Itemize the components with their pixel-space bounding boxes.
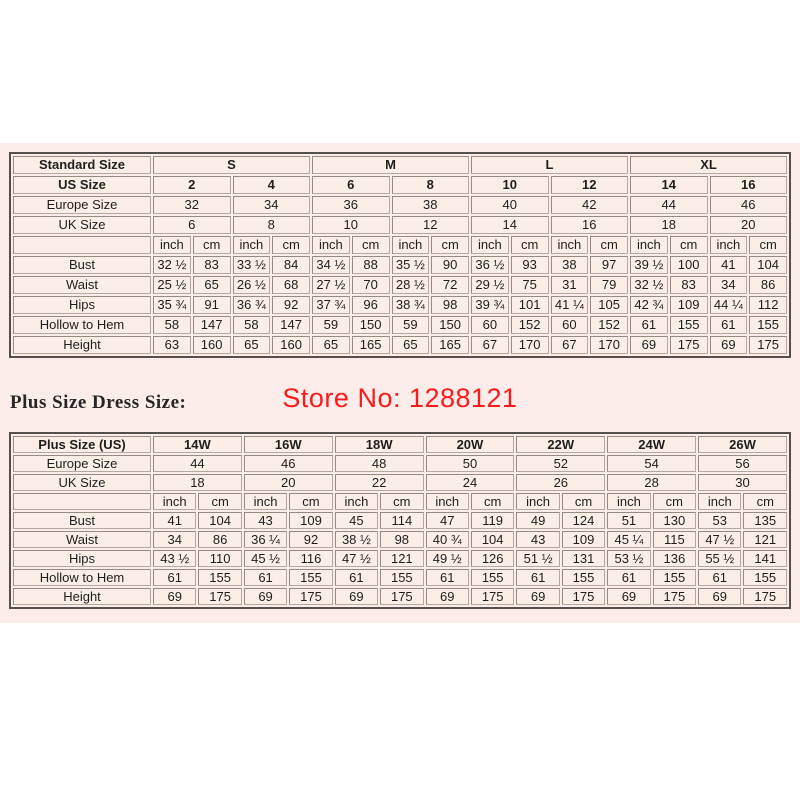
- row-label: UK Size: [13, 474, 151, 491]
- cell: 160: [193, 336, 231, 354]
- cell: 35 ½: [392, 256, 430, 274]
- row-label: Europe Size: [13, 455, 151, 472]
- row-label: Hips: [13, 550, 151, 567]
- cell: 68: [272, 276, 310, 294]
- cell: 98: [431, 296, 469, 314]
- cell: cm: [590, 236, 628, 254]
- cell: 44: [630, 196, 708, 214]
- table-row: [13, 569, 787, 586]
- cell: 22: [335, 474, 424, 491]
- cell: 18: [630, 216, 708, 234]
- cell: 104: [749, 256, 787, 274]
- cell: 46: [244, 455, 333, 472]
- cell: 20: [244, 474, 333, 491]
- plus-size-section-title: Plus Size Dress Size:: [10, 392, 187, 413]
- cell: 101: [511, 296, 549, 314]
- cell: 109: [289, 512, 332, 529]
- cell: 67: [471, 336, 509, 354]
- cell: 135: [743, 512, 787, 529]
- cell: cm: [749, 236, 787, 254]
- table-row: [13, 276, 787, 294]
- cell: inch: [312, 236, 350, 254]
- cell: 63: [153, 336, 191, 354]
- cell: 90: [431, 256, 469, 274]
- cell: 155: [289, 569, 332, 586]
- cell: 92: [289, 531, 332, 548]
- cell: 51 ½: [516, 550, 559, 567]
- cell: cm: [272, 236, 310, 254]
- row-label: Hollow to Hem: [13, 316, 151, 334]
- cell: 45 ½: [244, 550, 287, 567]
- cell: cm: [562, 493, 605, 510]
- cell: 65: [392, 336, 430, 354]
- cell: 155: [670, 316, 708, 334]
- cell: 54: [607, 455, 696, 472]
- cell: 69: [335, 588, 378, 605]
- cell: 14: [630, 176, 708, 194]
- cell: 38 ¾: [392, 296, 430, 314]
- cell: 41 ¼: [551, 296, 589, 314]
- cell: 98: [380, 531, 423, 548]
- cell: 36 ¼: [244, 531, 287, 548]
- cell: 32 ½: [153, 256, 191, 274]
- cell: 18W: [335, 436, 424, 453]
- cell: 36: [312, 196, 390, 214]
- cell: 14W: [153, 436, 242, 453]
- cell: cm: [471, 493, 514, 510]
- cell: cm: [380, 493, 423, 510]
- cell: 69: [244, 588, 287, 605]
- cell: 25 ½: [153, 276, 191, 294]
- row-label: Standard Size: [13, 156, 151, 174]
- cell: L: [471, 156, 628, 174]
- cell: 47: [426, 512, 469, 529]
- cell: 4: [233, 176, 311, 194]
- cell: 84: [272, 256, 310, 274]
- cell: 41: [153, 512, 196, 529]
- cell: 58: [233, 316, 271, 334]
- row-label: Height: [13, 588, 151, 605]
- cell: 69: [153, 588, 196, 605]
- cell: 124: [562, 512, 605, 529]
- cell: 49: [516, 512, 559, 529]
- cell: 109: [562, 531, 605, 548]
- cell: cm: [431, 236, 469, 254]
- cell: 61: [426, 569, 469, 586]
- row-label: Europe Size: [13, 196, 151, 214]
- cell: 79: [590, 276, 628, 294]
- cell: 109: [670, 296, 708, 314]
- cell: 14: [471, 216, 549, 234]
- cell: 175: [198, 588, 241, 605]
- cell: 31: [551, 276, 589, 294]
- cell: 8: [392, 176, 470, 194]
- cell: 38 ½: [335, 531, 378, 548]
- cell: 104: [471, 531, 514, 548]
- cell: 34: [153, 531, 196, 548]
- cell: 86: [749, 276, 787, 294]
- cell: 16W: [244, 436, 333, 453]
- plus-size-table-body: [13, 436, 787, 605]
- cell: 12: [392, 216, 470, 234]
- cell: 165: [352, 336, 390, 354]
- cell: 175: [653, 588, 696, 605]
- cell: 29 ½: [471, 276, 509, 294]
- cell: cm: [193, 236, 231, 254]
- cell: 33 ½: [233, 256, 271, 274]
- cell: inch: [233, 236, 271, 254]
- cell: 61: [630, 316, 668, 334]
- table-row: [13, 296, 787, 314]
- cell: 175: [562, 588, 605, 605]
- cell: 38: [551, 256, 589, 274]
- cell: 65: [193, 276, 231, 294]
- cell: 61: [698, 569, 741, 586]
- cell: 70: [352, 276, 390, 294]
- row-label: Hollow to Hem: [13, 569, 151, 586]
- cell: XL: [630, 156, 787, 174]
- cell: cm: [743, 493, 787, 510]
- cell: 69: [710, 336, 748, 354]
- cell: 49 ½: [426, 550, 469, 567]
- cell: 69: [516, 588, 559, 605]
- cell: 48: [335, 455, 424, 472]
- cell: cm: [198, 493, 241, 510]
- table-row: [13, 216, 787, 234]
- cell: 10: [471, 176, 549, 194]
- cell: 6: [153, 216, 231, 234]
- cell: 155: [653, 569, 696, 586]
- cell: 61: [153, 569, 196, 586]
- cell: 22W: [516, 436, 605, 453]
- cell: 24: [426, 474, 515, 491]
- cell: 67: [551, 336, 589, 354]
- cell: 8: [233, 216, 311, 234]
- cell: 36 ½: [471, 256, 509, 274]
- cell: inch: [698, 493, 741, 510]
- standard-size-table: [9, 152, 791, 358]
- cell: inch: [551, 236, 589, 254]
- table-row: [13, 512, 787, 529]
- cell: 20: [710, 216, 788, 234]
- cell: 12: [551, 176, 629, 194]
- cell: 165: [431, 336, 469, 354]
- cell: inch: [244, 493, 287, 510]
- cell: 41: [710, 256, 748, 274]
- cell: 97: [590, 256, 628, 274]
- cell: 24W: [607, 436, 696, 453]
- cell: 2: [153, 176, 231, 194]
- cell: 65: [233, 336, 271, 354]
- cell: 58: [153, 316, 191, 334]
- cell: 30: [698, 474, 787, 491]
- cell: 150: [431, 316, 469, 334]
- cell: 104: [198, 512, 241, 529]
- table-row: [13, 176, 787, 194]
- cell: 34 ½: [312, 256, 350, 274]
- cell: 170: [511, 336, 549, 354]
- plus-size-table: [9, 432, 791, 609]
- cell: 121: [743, 531, 787, 548]
- cell: inch: [710, 236, 748, 254]
- cell: 155: [380, 569, 423, 586]
- cell: 55 ½: [698, 550, 741, 567]
- table-row: [13, 550, 787, 567]
- cell: 45: [335, 512, 378, 529]
- cell: 116: [289, 550, 332, 567]
- table-row: [13, 588, 787, 605]
- cell: 126: [471, 550, 514, 567]
- cell: 175: [380, 588, 423, 605]
- cell: 34: [233, 196, 311, 214]
- cell: cm: [653, 493, 696, 510]
- cell: 53: [698, 512, 741, 529]
- cell: 100: [670, 256, 708, 274]
- cell: 53 ½: [607, 550, 650, 567]
- cell: 16: [551, 216, 629, 234]
- cell: 130: [653, 512, 696, 529]
- cell: 47 ½: [335, 550, 378, 567]
- cell: 18: [153, 474, 242, 491]
- cell: 155: [562, 569, 605, 586]
- cell: 46: [710, 196, 788, 214]
- cell: 61: [244, 569, 287, 586]
- cell: 175: [743, 588, 787, 605]
- cell: 27 ½: [312, 276, 350, 294]
- cell: 61: [516, 569, 559, 586]
- cell: 92: [272, 296, 310, 314]
- table-row: [13, 236, 787, 254]
- cell: 147: [272, 316, 310, 334]
- cell: 69: [607, 588, 650, 605]
- cell: 39 ½: [630, 256, 668, 274]
- cell: 60: [471, 316, 509, 334]
- cell: 26 ½: [233, 276, 271, 294]
- row-label: Height: [13, 336, 151, 354]
- cell: 121: [380, 550, 423, 567]
- cell: 88: [352, 256, 390, 274]
- row-label: Plus Size (US): [13, 436, 151, 453]
- cell: 39 ¾: [471, 296, 509, 314]
- cell: 44: [153, 455, 242, 472]
- cell: 69: [630, 336, 668, 354]
- cell: cm: [670, 236, 708, 254]
- cell: 59: [392, 316, 430, 334]
- store-number-watermark: Store No: 1288121: [282, 383, 518, 413]
- cell: 69: [698, 588, 741, 605]
- cell: inch: [153, 493, 196, 510]
- row-label: Hips: [13, 296, 151, 314]
- cell: 155: [471, 569, 514, 586]
- cell: 170: [590, 336, 628, 354]
- cell: 6: [312, 176, 390, 194]
- cell: 86: [198, 531, 241, 548]
- cell: 136: [653, 550, 696, 567]
- cell: 38: [392, 196, 470, 214]
- cell: inch: [153, 236, 191, 254]
- cell: inch: [630, 236, 668, 254]
- row-label: Waist: [13, 276, 151, 294]
- cell: 96: [352, 296, 390, 314]
- cell: 72: [431, 276, 469, 294]
- cell: 50: [426, 455, 515, 472]
- cell: 36 ¾: [233, 296, 271, 314]
- cell: 44 ¼: [710, 296, 748, 314]
- standard-size-table-body: [13, 156, 787, 354]
- cell: 91: [193, 296, 231, 314]
- cell: 43: [244, 512, 287, 529]
- row-label: Waist: [13, 531, 151, 548]
- cell: inch: [335, 493, 378, 510]
- cell: 150: [352, 316, 390, 334]
- cell: S: [153, 156, 310, 174]
- cell: 32: [153, 196, 231, 214]
- table-row: [13, 196, 787, 214]
- row-label: [13, 493, 151, 510]
- cell: 61: [710, 316, 748, 334]
- cell: 16: [710, 176, 788, 194]
- cell: 47 ½: [698, 531, 741, 548]
- cell: M: [312, 156, 469, 174]
- cell: 42: [551, 196, 629, 214]
- cell: 20W: [426, 436, 515, 453]
- cell: 83: [670, 276, 708, 294]
- cell: 52: [516, 455, 605, 472]
- cell: 175: [289, 588, 332, 605]
- cell: 83: [193, 256, 231, 274]
- cell: 119: [471, 512, 514, 529]
- cell: 60: [551, 316, 589, 334]
- table-row: [13, 436, 787, 453]
- cell: 93: [511, 256, 549, 274]
- row-label: Bust: [13, 512, 151, 529]
- cell: 28: [607, 474, 696, 491]
- cell: 37 ¾: [312, 296, 350, 314]
- cell: inch: [392, 236, 430, 254]
- table-row: [13, 455, 787, 472]
- cell: 65: [312, 336, 350, 354]
- cell: 26: [516, 474, 605, 491]
- cell: 152: [511, 316, 549, 334]
- cell: 112: [749, 296, 787, 314]
- table-row: [13, 474, 787, 491]
- row-label: [13, 236, 151, 254]
- cell: 175: [670, 336, 708, 354]
- cell: 152: [590, 316, 628, 334]
- table-row: [13, 493, 787, 510]
- cell: 155: [198, 569, 241, 586]
- cell: 32 ½: [630, 276, 668, 294]
- cell: 35 ¾: [153, 296, 191, 314]
- cell: 28 ½: [392, 276, 430, 294]
- cell: 69: [426, 588, 469, 605]
- cell: 34: [710, 276, 748, 294]
- cell: inch: [516, 493, 559, 510]
- row-label: US Size: [13, 176, 151, 194]
- cell: 61: [607, 569, 650, 586]
- cell: 43 ½: [153, 550, 196, 567]
- table-row: [13, 531, 787, 548]
- cell: 110: [198, 550, 241, 567]
- cell: 56: [698, 455, 787, 472]
- cell: 10: [312, 216, 390, 234]
- cell: 51: [607, 512, 650, 529]
- cell: cm: [511, 236, 549, 254]
- table-row: [13, 256, 787, 274]
- cell: inch: [426, 493, 469, 510]
- cell: 131: [562, 550, 605, 567]
- table-row: [13, 336, 787, 354]
- cell: 43: [516, 531, 559, 548]
- cell: 175: [749, 336, 787, 354]
- table-row: [13, 316, 787, 334]
- cell: inch: [607, 493, 650, 510]
- cell: 40 ¾: [426, 531, 469, 548]
- cell: 147: [193, 316, 231, 334]
- cell: 42 ¾: [630, 296, 668, 314]
- cell: 59: [312, 316, 350, 334]
- cell: 115: [653, 531, 696, 548]
- cell: 75: [511, 276, 549, 294]
- cell: cm: [352, 236, 390, 254]
- cell: 40: [471, 196, 549, 214]
- cell: cm: [289, 493, 332, 510]
- cell: 160: [272, 336, 310, 354]
- table-row: [13, 156, 787, 174]
- cell: 175: [471, 588, 514, 605]
- cell: 141: [743, 550, 787, 567]
- cell: 155: [743, 569, 787, 586]
- cell: 155: [749, 316, 787, 334]
- cell: 61: [335, 569, 378, 586]
- cell: inch: [471, 236, 509, 254]
- cell: 45 ¼: [607, 531, 650, 548]
- row-label: Bust: [13, 256, 151, 274]
- cell: 105: [590, 296, 628, 314]
- row-label: UK Size: [13, 216, 151, 234]
- cell: 26W: [698, 436, 787, 453]
- cell: 114: [380, 512, 423, 529]
